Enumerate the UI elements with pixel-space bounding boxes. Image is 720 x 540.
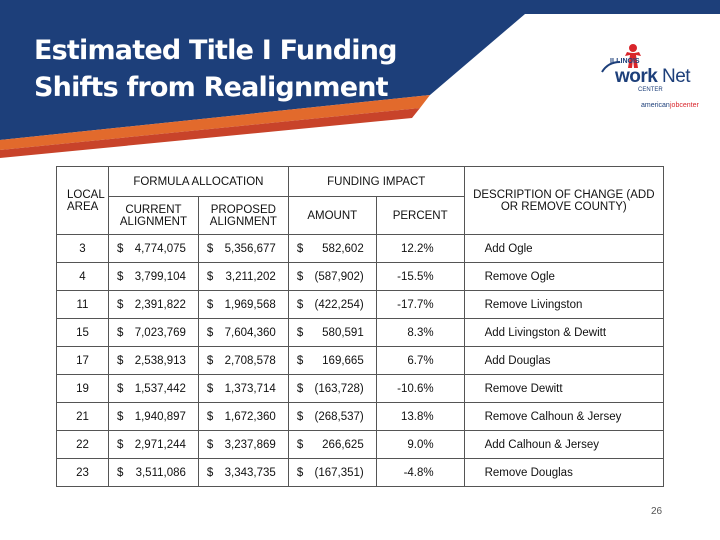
- cell-amount-symbol: $: [288, 403, 312, 431]
- cell-proposed-symbol: $: [198, 431, 222, 459]
- cell-proposed-symbol: $: [198, 347, 222, 375]
- cell-proposed-value: 1,969,568: [222, 291, 288, 319]
- cell-amount-value: (163,728): [312, 375, 376, 403]
- cell-percent: 9.0%: [376, 431, 464, 459]
- table-row: [57, 347, 664, 375]
- cell-current-value: 2,538,913: [132, 347, 198, 375]
- cell-local-area: 15: [57, 319, 109, 347]
- cell-local-area: 11: [57, 291, 109, 319]
- cell-amount-symbol: $: [288, 459, 312, 487]
- cell-percent: -10.6%: [376, 375, 464, 403]
- cell-percent: -4.8%: [376, 459, 464, 487]
- cell-current-value: 4,774,075: [132, 235, 198, 263]
- cell-amount-value: 169,665: [312, 347, 376, 375]
- cell-current-symbol: $: [108, 375, 132, 403]
- cell-current-value: 1,537,442: [132, 375, 198, 403]
- header-amount: AMOUNT: [288, 197, 376, 235]
- cell-percent: 12.2%: [376, 235, 464, 263]
- cell-amount-symbol: $: [288, 431, 312, 459]
- cell-proposed-value: 5,356,677: [222, 235, 288, 263]
- cell-percent: -15.5%: [376, 263, 464, 291]
- cell-amount-symbol: $: [288, 263, 312, 291]
- cell-current-value: 2,391,822: [132, 291, 198, 319]
- cell-percent: 13.8%: [376, 403, 464, 431]
- table-row: [57, 431, 664, 459]
- header-percent: PERCENT: [376, 197, 464, 235]
- cell-percent: 8.3%: [376, 319, 464, 347]
- cell-proposed-value: 3,237,869: [222, 431, 288, 459]
- funding-table: [56, 166, 664, 487]
- cell-current-symbol: $: [108, 347, 132, 375]
- cell-local-area: 19: [57, 375, 109, 403]
- logo-ajc-suffix: jobcenter: [670, 102, 699, 109]
- logo-center-text: CENTER: [638, 87, 663, 93]
- cell-local-area: 23: [57, 459, 109, 487]
- cell-percent: 6.7%: [376, 347, 464, 375]
- cell-current-value: 3,799,104: [132, 263, 198, 291]
- cell-proposed-symbol: $: [198, 235, 222, 263]
- cell-amount-value: (422,254): [312, 291, 376, 319]
- slide-title-line2: Shifts from Realignment: [34, 72, 388, 103]
- cell-local-area: 3: [57, 235, 109, 263]
- logo-state-text: ILLINOIS: [610, 58, 640, 65]
- cell-proposed-symbol: $: [198, 319, 222, 347]
- cell-description: Remove Dewitt: [464, 375, 663, 403]
- logo-work-text: work: [615, 66, 658, 87]
- table-row: [57, 263, 664, 291]
- cell-current-value: 7,023,769: [132, 319, 198, 347]
- illinois-worknet-logo: [598, 42, 708, 116]
- cell-amount-value: 582,602: [312, 235, 376, 263]
- table-row: [57, 403, 664, 431]
- header-description: DESCRIPTION OF CHANGE (ADD OR REMOVE COUNTY): [464, 167, 663, 235]
- cell-description: Remove Ogle: [464, 263, 663, 291]
- cell-description: Remove Calhoun & Jersey: [464, 403, 663, 431]
- cell-local-area: 4: [57, 263, 109, 291]
- cell-amount-symbol: $: [288, 347, 312, 375]
- page-number: 26: [651, 506, 663, 517]
- cell-description: Add Livingston & Dewitt: [464, 319, 663, 347]
- cell-proposed-value: 3,343,735: [222, 459, 288, 487]
- cell-current-value: 3,511,086: [132, 459, 198, 487]
- logo-ajc-prefix: american: [641, 102, 670, 109]
- cell-proposed-value: 1,672,360: [222, 403, 288, 431]
- cell-proposed-symbol: $: [198, 459, 222, 487]
- header-current-alignment: CURRENT ALIGNMENT: [108, 197, 198, 235]
- header-formula-allocation: FORMULA ALLOCATION: [108, 167, 288, 197]
- header-funding-impact: FUNDING IMPACT: [288, 167, 464, 197]
- cell-proposed-symbol: $: [198, 403, 222, 431]
- cell-description: Remove Douglas: [464, 459, 663, 487]
- cell-amount-symbol: $: [288, 291, 312, 319]
- cell-description: Add Calhoun & Jersey: [464, 431, 663, 459]
- logo-net-text: Net: [662, 66, 691, 87]
- cell-current-symbol: $: [108, 431, 132, 459]
- cell-current-symbol: $: [108, 403, 132, 431]
- cell-current-symbol: $: [108, 235, 132, 263]
- cell-amount-symbol: $: [288, 375, 312, 403]
- table-row: [57, 291, 664, 319]
- cell-current-symbol: $: [108, 291, 132, 319]
- cell-description: Add Ogle: [464, 235, 663, 263]
- cell-current-value: 1,940,897: [132, 403, 198, 431]
- table-row: [57, 319, 664, 347]
- cell-proposed-symbol: $: [198, 263, 222, 291]
- cell-amount-symbol: $: [288, 235, 312, 263]
- cell-local-area: 17: [57, 347, 109, 375]
- table-header-row: [57, 167, 664, 197]
- slide-title: [34, 32, 397, 106]
- cell-local-area: 22: [57, 431, 109, 459]
- cell-amount-value: 580,591: [312, 319, 376, 347]
- cell-amount-value: (268,537): [312, 403, 376, 431]
- cell-amount-symbol: $: [288, 319, 312, 347]
- cell-proposed-symbol: $: [198, 291, 222, 319]
- cell-proposed-value: 3,211,202: [222, 263, 288, 291]
- cell-proposed-value: 2,708,578: [222, 347, 288, 375]
- table-row: [57, 235, 664, 263]
- table-row: [57, 459, 664, 487]
- cell-percent: -17.7%: [376, 291, 464, 319]
- cell-amount-value: (587,902): [312, 263, 376, 291]
- header-proposed-alignment: PROPOSED ALIGNMENT: [198, 197, 288, 235]
- table-row: [57, 375, 664, 403]
- cell-amount-value: 266,625: [312, 431, 376, 459]
- cell-amount-value: (167,351): [312, 459, 376, 487]
- cell-current-symbol: $: [108, 459, 132, 487]
- cell-description: Remove Livingston: [464, 291, 663, 319]
- cell-description: Add Douglas: [464, 347, 663, 375]
- cell-proposed-symbol: $: [198, 375, 222, 403]
- cell-proposed-value: 7,604,360: [222, 319, 288, 347]
- cell-local-area: 21: [57, 403, 109, 431]
- cell-current-symbol: $: [108, 319, 132, 347]
- cell-current-symbol: $: [108, 263, 132, 291]
- cell-current-value: 2,971,244: [132, 431, 198, 459]
- header-local-area: LOCAL AREA: [57, 167, 109, 235]
- slide-title-line1: Estimated Title I Funding: [34, 35, 397, 66]
- cell-proposed-value: 1,373,714: [222, 375, 288, 403]
